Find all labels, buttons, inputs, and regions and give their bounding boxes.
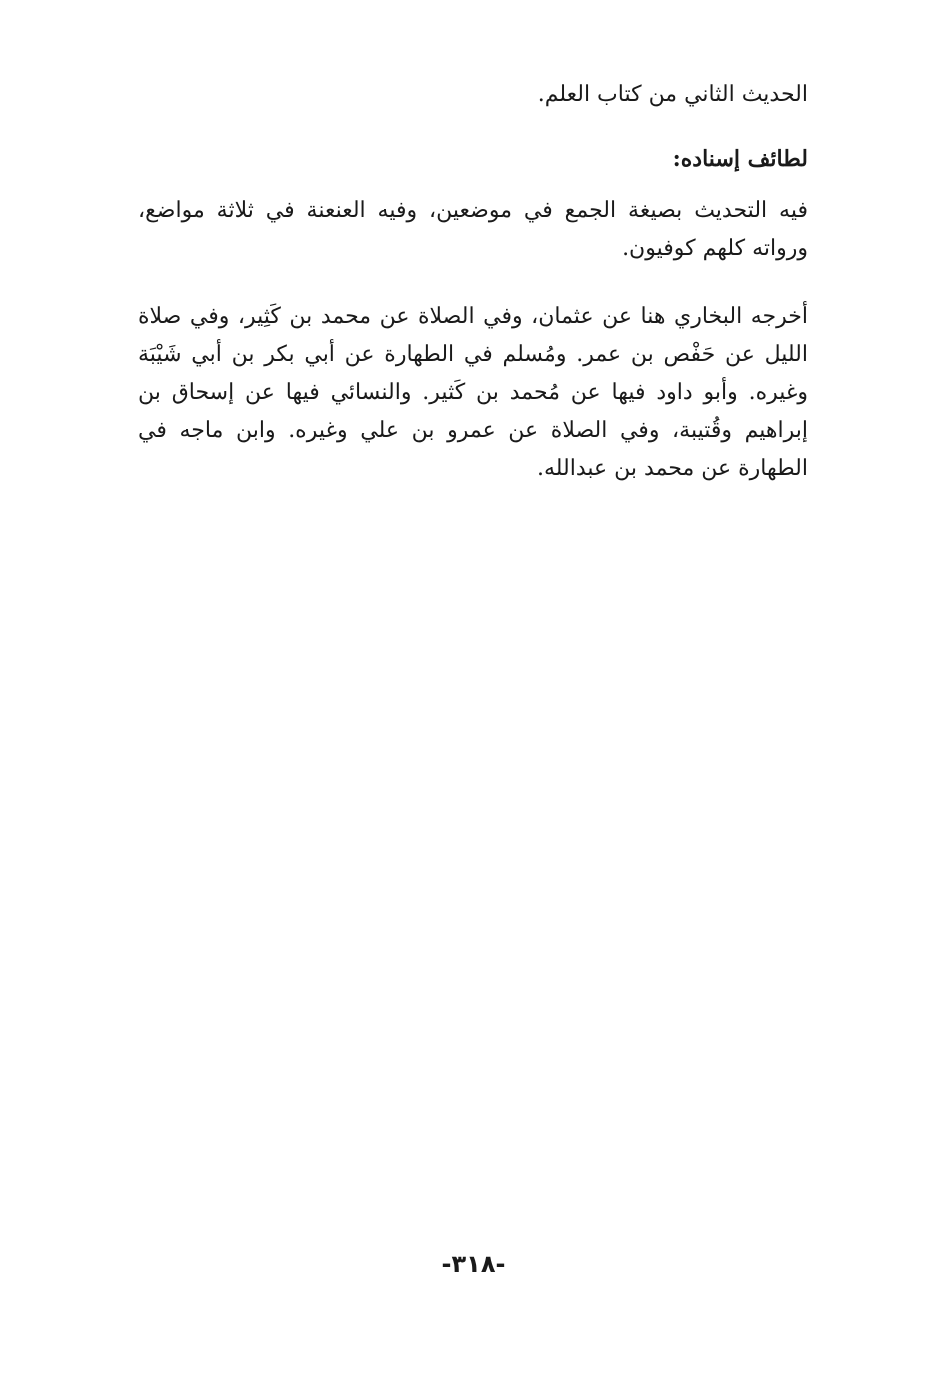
intro-line: الحديث الثاني من كتاب العلم. xyxy=(537,82,808,107)
paragraph-takhrij: أخرجه البخاري هنا عن عثمان، وفي الصلاة عن محمد بن كَثِير، وفي صلاة الليل عن حَفْص بن عمر. ومُسلم في الطهارة عن أبي بكر بن أبي شَيْبَة وغيره. وأبو داود فيها عن مُحمد بن كَثير. والنسائي فيها عن إسحاق بن إبراهيم وقُتيبة، وفي الصلاة عن عمرو بن علي وغيره. وابن ماجه في الطهارة عن محمد بن عبدالله. xyxy=(138,304,808,481)
page-number: -٣١٨- xyxy=(441,1250,506,1278)
paragraph-isnad-notes: فيه التحديث بصيغة الجمع في موضعين، وفيه العنعنة في ثلاثة مواضع، ورواته كلهم كوفيون. xyxy=(138,198,808,261)
section-heading: لطائف إسناده: xyxy=(672,146,808,172)
